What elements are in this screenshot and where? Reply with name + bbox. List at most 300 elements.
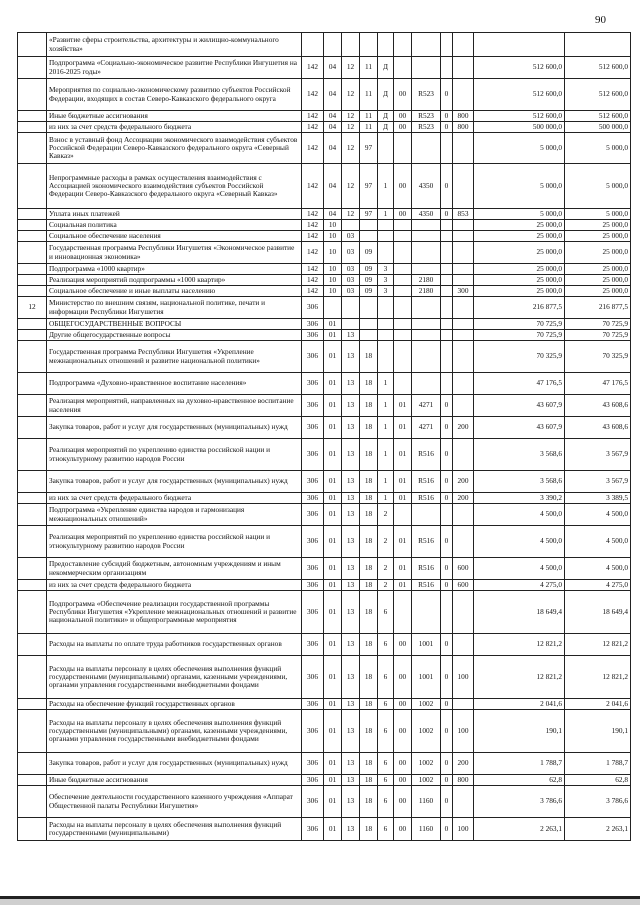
cell-c9: 800 [453,111,474,122]
cell-c8 [441,319,453,330]
cell-name: Подпрограмма «Обеспечение реализации государственной программы Республики Ингушетия «Укрепление межнациональных отношений и развитие национальной политики» и общепрограммные мероприятия [47,591,302,634]
table-row [18,493,631,504]
cell-c3: 13 [342,439,360,471]
cell-c3: 13 [342,493,360,504]
cell-c1: 142 [302,209,324,220]
cell-c6 [394,275,412,286]
cell-c8: 0 [441,526,453,558]
table-row [18,526,631,558]
cell-c1: 306 [302,786,324,818]
cell-c7 [412,231,441,242]
cell-c8: 0 [441,753,453,775]
cell-c1: 306 [302,439,324,471]
cell-c2 [324,33,342,57]
cell-c9 [453,395,474,417]
cell-c6: 01 [394,558,412,580]
cell-no [18,591,47,634]
cell-c4: 18 [360,471,378,493]
cell-c5: Д [378,79,394,111]
cell-c4: 09 [360,286,378,297]
cell-c4: 09 [360,275,378,286]
table-row [18,286,631,297]
cell-c6 [394,231,412,242]
cell-c3: 03 [342,286,360,297]
cell-s2: 2 263,1 [565,818,631,841]
cell-c4: 11 [360,79,378,111]
cell-c8 [441,504,453,526]
cell-s2: 12 821,2 [565,656,631,699]
table-row [18,275,631,286]
cell-c1: 306 [302,656,324,699]
cell-c1: 306 [302,341,324,373]
cell-c2: 01 [324,558,342,580]
table-row [18,656,631,699]
table-row [18,319,631,330]
cell-c7 [412,341,441,373]
table-row [18,710,631,753]
cell-c7: 1001 [412,634,441,656]
cell-no [18,209,47,220]
cell-c7: R523 [412,111,441,122]
cell-c2: 01 [324,504,342,526]
cell-name: Взнос в уставный фонд Ассоциации экономического взаимодействия субъектов Российской Федерации Северо-Кавказского федерального округа «Северный Кавказ» [47,133,302,164]
cell-s2: 5 000,0 [565,164,631,209]
cell-s1: 70 725,9 [474,330,565,341]
cell-c8 [441,330,453,341]
cell-s1: 512 600,0 [474,111,565,122]
cell-name: Уплата иных платежей [47,209,302,220]
cell-c8: 0 [441,656,453,699]
cell-c1: 306 [302,493,324,504]
cell-c5: Д [378,122,394,133]
table-row [18,330,631,341]
cell-c3 [342,33,360,57]
cell-c9 [453,231,474,242]
cell-c8: 0 [441,164,453,209]
cell-name: из них за счет средств федерального бюджета [47,580,302,591]
cell-s2: 4 500,0 [565,504,631,526]
cell-c8: 0 [441,111,453,122]
cell-c1: 306 [302,504,324,526]
cell-c7: 1002 [412,775,441,786]
cell-c3: 13 [342,558,360,580]
cell-c6: 00 [394,656,412,699]
cell-name: Реализация мероприятий по укреплению единства российской нации и этнокультурному развитию народов России [47,526,302,558]
cell-no [18,33,47,57]
cell-c3: 13 [342,818,360,841]
cell-c2: 01 [324,753,342,775]
cell-c6 [394,264,412,275]
table-row [18,558,631,580]
cell-c7 [412,319,441,330]
cell-s2: 25 000,0 [565,242,631,264]
cell-c3: 12 [342,122,360,133]
cell-c2: 01 [324,319,342,330]
cell-c1: 306 [302,775,324,786]
table-row [18,591,631,634]
cell-c6 [394,341,412,373]
table-row [18,79,631,111]
cell-c4 [360,33,378,57]
cell-c8 [441,286,453,297]
cell-c7: R516 [412,471,441,493]
cell-c3: 03 [342,264,360,275]
cell-c4: 18 [360,439,378,471]
cell-no [18,79,47,111]
table-row [18,209,631,220]
cell-c8 [441,220,453,231]
cell-no [18,526,47,558]
cell-no [18,656,47,699]
cell-c9: 600 [453,580,474,591]
cell-name: Закупка товаров, работ и услуг для государственных (муниципальных) нужд [47,753,302,775]
cell-c4: 11 [360,122,378,133]
cell-c3: 13 [342,656,360,699]
cell-c1: 142 [302,133,324,164]
cell-c1: 142 [302,79,324,111]
cell-s2: 4 500,0 [565,526,631,558]
cell-name: Расходы на выплаты по оплате труда работников государственных органов [47,634,302,656]
cell-c5: 6 [378,699,394,710]
cell-c7 [412,57,441,79]
cell-c8 [441,297,453,319]
cell-c6 [394,242,412,264]
cell-c2: 01 [324,395,342,417]
cell-s1: 25 000,0 [474,275,565,286]
cell-name: Обеспечение деятельности государственного казенного учреждения «Аппарат Общественной палаты Республики Ингушетия» [47,786,302,818]
table-row [18,818,631,841]
cell-s2: 216 877,5 [565,297,631,319]
cell-c7 [412,504,441,526]
cell-c9: 600 [453,558,474,580]
cell-c8 [441,57,453,79]
cell-c1: 142 [302,275,324,286]
cell-c5 [378,242,394,264]
cell-c7: 4271 [412,395,441,417]
cell-c3 [342,297,360,319]
cell-c6 [394,591,412,634]
cell-c4 [360,319,378,330]
cell-c7 [412,220,441,231]
cell-s2: 3 567,9 [565,439,631,471]
cell-name: Расходы на обеспечение функций государственных органов [47,699,302,710]
table-row [18,297,631,319]
cell-c5 [378,133,394,164]
cell-no [18,231,47,242]
cell-s1: 4 275,0 [474,580,565,591]
cell-no [18,439,47,471]
cell-c9 [453,699,474,710]
cell-c3: 12 [342,79,360,111]
cell-s1: 3 568,6 [474,439,565,471]
cell-c9 [453,634,474,656]
cell-c6: 00 [394,634,412,656]
cell-c3: 12 [342,57,360,79]
cell-name: Государственная программа Республики Ингушетия «Укрепление межнациональных отношений и развитие национальной политики» [47,341,302,373]
cell-c5: 2 [378,526,394,558]
cell-c5 [378,297,394,319]
cell-c7: 1160 [412,818,441,841]
cell-c3: 12 [342,111,360,122]
cell-name: Расходы на выплаты персоналу в целях обеспечения выполнения функций государственными (муниципальными) органами, казенными учреждениями, органами управления государственными внебюджетными фондами [47,710,302,753]
cell-s2: 3 567,9 [565,471,631,493]
cell-c8: 0 [441,493,453,504]
cell-c5: 6 [378,591,394,634]
cell-s1: 216 877,5 [474,297,565,319]
cell-c9 [453,220,474,231]
cell-c5: 3 [378,275,394,286]
cell-c1: 142 [302,242,324,264]
cell-c2: 10 [324,242,342,264]
cell-c7: 1001 [412,656,441,699]
cell-c3: 13 [342,373,360,395]
cell-c1: 306 [302,319,324,330]
table-row [18,242,631,264]
cell-c5: 1 [378,471,394,493]
cell-s1: 12 821,2 [474,634,565,656]
cell-c3: 13 [342,341,360,373]
cell-c5: 3 [378,264,394,275]
cell-c2: 01 [324,775,342,786]
cell-c4: 18 [360,818,378,841]
cell-no [18,753,47,775]
cell-c4: 18 [360,493,378,504]
cell-c9 [453,242,474,264]
cell-c3: 13 [342,753,360,775]
cell-c7: R523 [412,79,441,111]
cell-c7 [412,33,441,57]
cell-c4: 18 [360,373,378,395]
cell-c8: 0 [441,710,453,753]
cell-c7: R516 [412,558,441,580]
cell-c4: 97 [360,133,378,164]
cell-c1: 306 [302,417,324,439]
cell-name: из них за счет средств федерального бюджета [47,122,302,133]
cell-c3: 13 [342,786,360,818]
cell-s1: 4 500,0 [474,558,565,580]
table-row [18,439,631,471]
table-row [18,786,631,818]
cell-c4: 18 [360,634,378,656]
cell-name: Реализация мероприятий подпрограммы «1000 квартир» [47,275,302,286]
cell-c1: 306 [302,558,324,580]
cell-c2 [324,297,342,319]
cell-c5: 1 [378,209,394,220]
cell-c9 [453,330,474,341]
cell-s1: 5 000,0 [474,133,565,164]
cell-c7 [412,297,441,319]
cell-c1: 142 [302,231,324,242]
cell-c6 [394,319,412,330]
cell-c2: 01 [324,471,342,493]
cell-c9 [453,79,474,111]
cell-c3: 12 [342,133,360,164]
cell-c8: 0 [441,417,453,439]
cell-c5: Д [378,111,394,122]
cell-c8: 0 [441,634,453,656]
cell-c8 [441,264,453,275]
cell-c3: 13 [342,775,360,786]
cell-s1: 3 786,6 [474,786,565,818]
cell-c8 [441,591,453,634]
cell-c5: 6 [378,786,394,818]
cell-c4: 97 [360,164,378,209]
cell-c6: 01 [394,471,412,493]
cell-name: Подпрограмма «Социально-экономическое развитие Республики Ингушетия на 2016-2025 годы» [47,57,302,79]
cell-name: Непрограммные расходы в рамках осуществления взаимодействия с Ассоциацией экономического взаимодействия субъектов Российской Федерации Северо-Кавказского федерального округа «Северный Кавказ» [47,164,302,209]
cell-s2 [565,33,631,57]
cell-c8 [441,133,453,164]
cell-c6 [394,133,412,164]
cell-name: Закупка товаров, работ и услуг для государственных (муниципальных) нужд [47,471,302,493]
cell-name: Расходы на выплаты персоналу в целях обеспечения выполнения функций государственными (муниципальными) [47,818,302,841]
cell-c4: 18 [360,699,378,710]
table-row [18,471,631,493]
table-row [18,504,631,526]
cell-c8: 0 [441,775,453,786]
cell-c2: 01 [324,373,342,395]
cell-c2: 04 [324,111,342,122]
cell-c5 [378,330,394,341]
cell-c7: 4271 [412,417,441,439]
cell-c9 [453,164,474,209]
cell-c2: 04 [324,133,342,164]
cell-s1: 5 000,0 [474,209,565,220]
cell-no: 12 [18,297,47,319]
cell-c4: 18 [360,395,378,417]
cell-c6: 00 [394,710,412,753]
cell-c9: 200 [453,471,474,493]
cell-c5 [378,231,394,242]
cell-c5: 1 [378,439,394,471]
cell-s2: 1 788,7 [565,753,631,775]
cell-s2: 43 608,6 [565,417,631,439]
cell-c2: 10 [324,264,342,275]
cell-c6: 00 [394,122,412,133]
cell-c1: 306 [302,330,324,341]
cell-no [18,57,47,79]
cell-c6 [394,57,412,79]
cell-no [18,417,47,439]
cell-c1: 306 [302,373,324,395]
table-row [18,634,631,656]
cell-name: Подпрограмма «Духовно-нравственное воспитание населения» [47,373,302,395]
cell-c4: 09 [360,264,378,275]
cell-c5: 1 [378,373,394,395]
cell-c9: 200 [453,753,474,775]
cell-c4: 18 [360,558,378,580]
cell-s2: 2 041,6 [565,699,631,710]
cell-name: Другие общегосударственные вопросы [47,330,302,341]
cell-c4: 18 [360,341,378,373]
cell-name: Иные бюджетные ассигнования [47,775,302,786]
cell-s1 [474,33,565,57]
cell-s2: 190,1 [565,710,631,753]
cell-s1: 4 500,0 [474,526,565,558]
table-row [18,111,631,122]
cell-name: Мероприятия по социально-экономическому развитию субъектов Российской Федерации, входящих в состав Северо-Кавказского федерального округа [47,79,302,111]
table-row [18,164,631,209]
cell-s2: 4 500,0 [565,558,631,580]
cell-s1: 12 821,2 [474,656,565,699]
cell-c8: 0 [441,786,453,818]
cell-c3: 13 [342,591,360,634]
cell-c4: 18 [360,580,378,591]
cell-c7 [412,330,441,341]
cell-c1: 142 [302,111,324,122]
cell-name: «Развитие сферы строительства, архитектуры и жилищно-коммунального хозяйства» [47,33,302,57]
cell-c8: 0 [441,122,453,133]
cell-c9: 100 [453,656,474,699]
cell-c7: 4350 [412,164,441,209]
cell-c9: 300 [453,286,474,297]
cell-s1: 62,8 [474,775,565,786]
cell-c7: R516 [412,580,441,591]
cell-c8 [441,242,453,264]
cell-c9 [453,57,474,79]
cell-c5: 3 [378,286,394,297]
cell-c1: 306 [302,297,324,319]
cell-c5: 6 [378,656,394,699]
cell-c1: 142 [302,264,324,275]
cell-c9 [453,319,474,330]
cell-c3: 13 [342,417,360,439]
table-row [18,373,631,395]
cell-c2: 10 [324,231,342,242]
cell-c4: 09 [360,242,378,264]
cell-c7: 2180 [412,275,441,286]
cell-c8 [441,373,453,395]
cell-no [18,493,47,504]
cell-c8: 0 [441,699,453,710]
cell-c4: 97 [360,209,378,220]
cell-name: Социальная политика [47,220,302,231]
cell-c9 [453,786,474,818]
cell-s1: 18 649,4 [474,591,565,634]
cell-c2: 04 [324,79,342,111]
cell-c7: 1160 [412,786,441,818]
cell-c8: 0 [441,558,453,580]
cell-name: Государственная программа Республики Ингушетия «Экономическое развитие и инновационная экономика» [47,242,302,264]
cell-c5: 6 [378,634,394,656]
cell-c6 [394,297,412,319]
cell-c7: R516 [412,439,441,471]
cell-c9 [453,341,474,373]
cell-s1: 3 390,2 [474,493,565,504]
cell-name: Реализация мероприятий, направленных на духовно-нравственное воспитание населения [47,395,302,417]
table-row [18,264,631,275]
cell-s1: 3 568,6 [474,471,565,493]
cell-c6 [394,373,412,395]
cell-c4: 18 [360,775,378,786]
cell-c4: 18 [360,504,378,526]
cell-c3 [342,319,360,330]
cell-s2: 18 649,4 [565,591,631,634]
scan-edge [0,899,640,905]
cell-s2: 70 325,9 [565,341,631,373]
cell-c2: 01 [324,591,342,634]
cell-c2: 01 [324,786,342,818]
cell-c9: 800 [453,775,474,786]
cell-c7 [412,264,441,275]
cell-c6: 00 [394,164,412,209]
cell-c5: 1 [378,417,394,439]
table-row [18,231,631,242]
cell-s1: 25 000,0 [474,231,565,242]
cell-c3: 13 [342,710,360,753]
cell-c1: 306 [302,591,324,634]
cell-c5 [378,319,394,330]
